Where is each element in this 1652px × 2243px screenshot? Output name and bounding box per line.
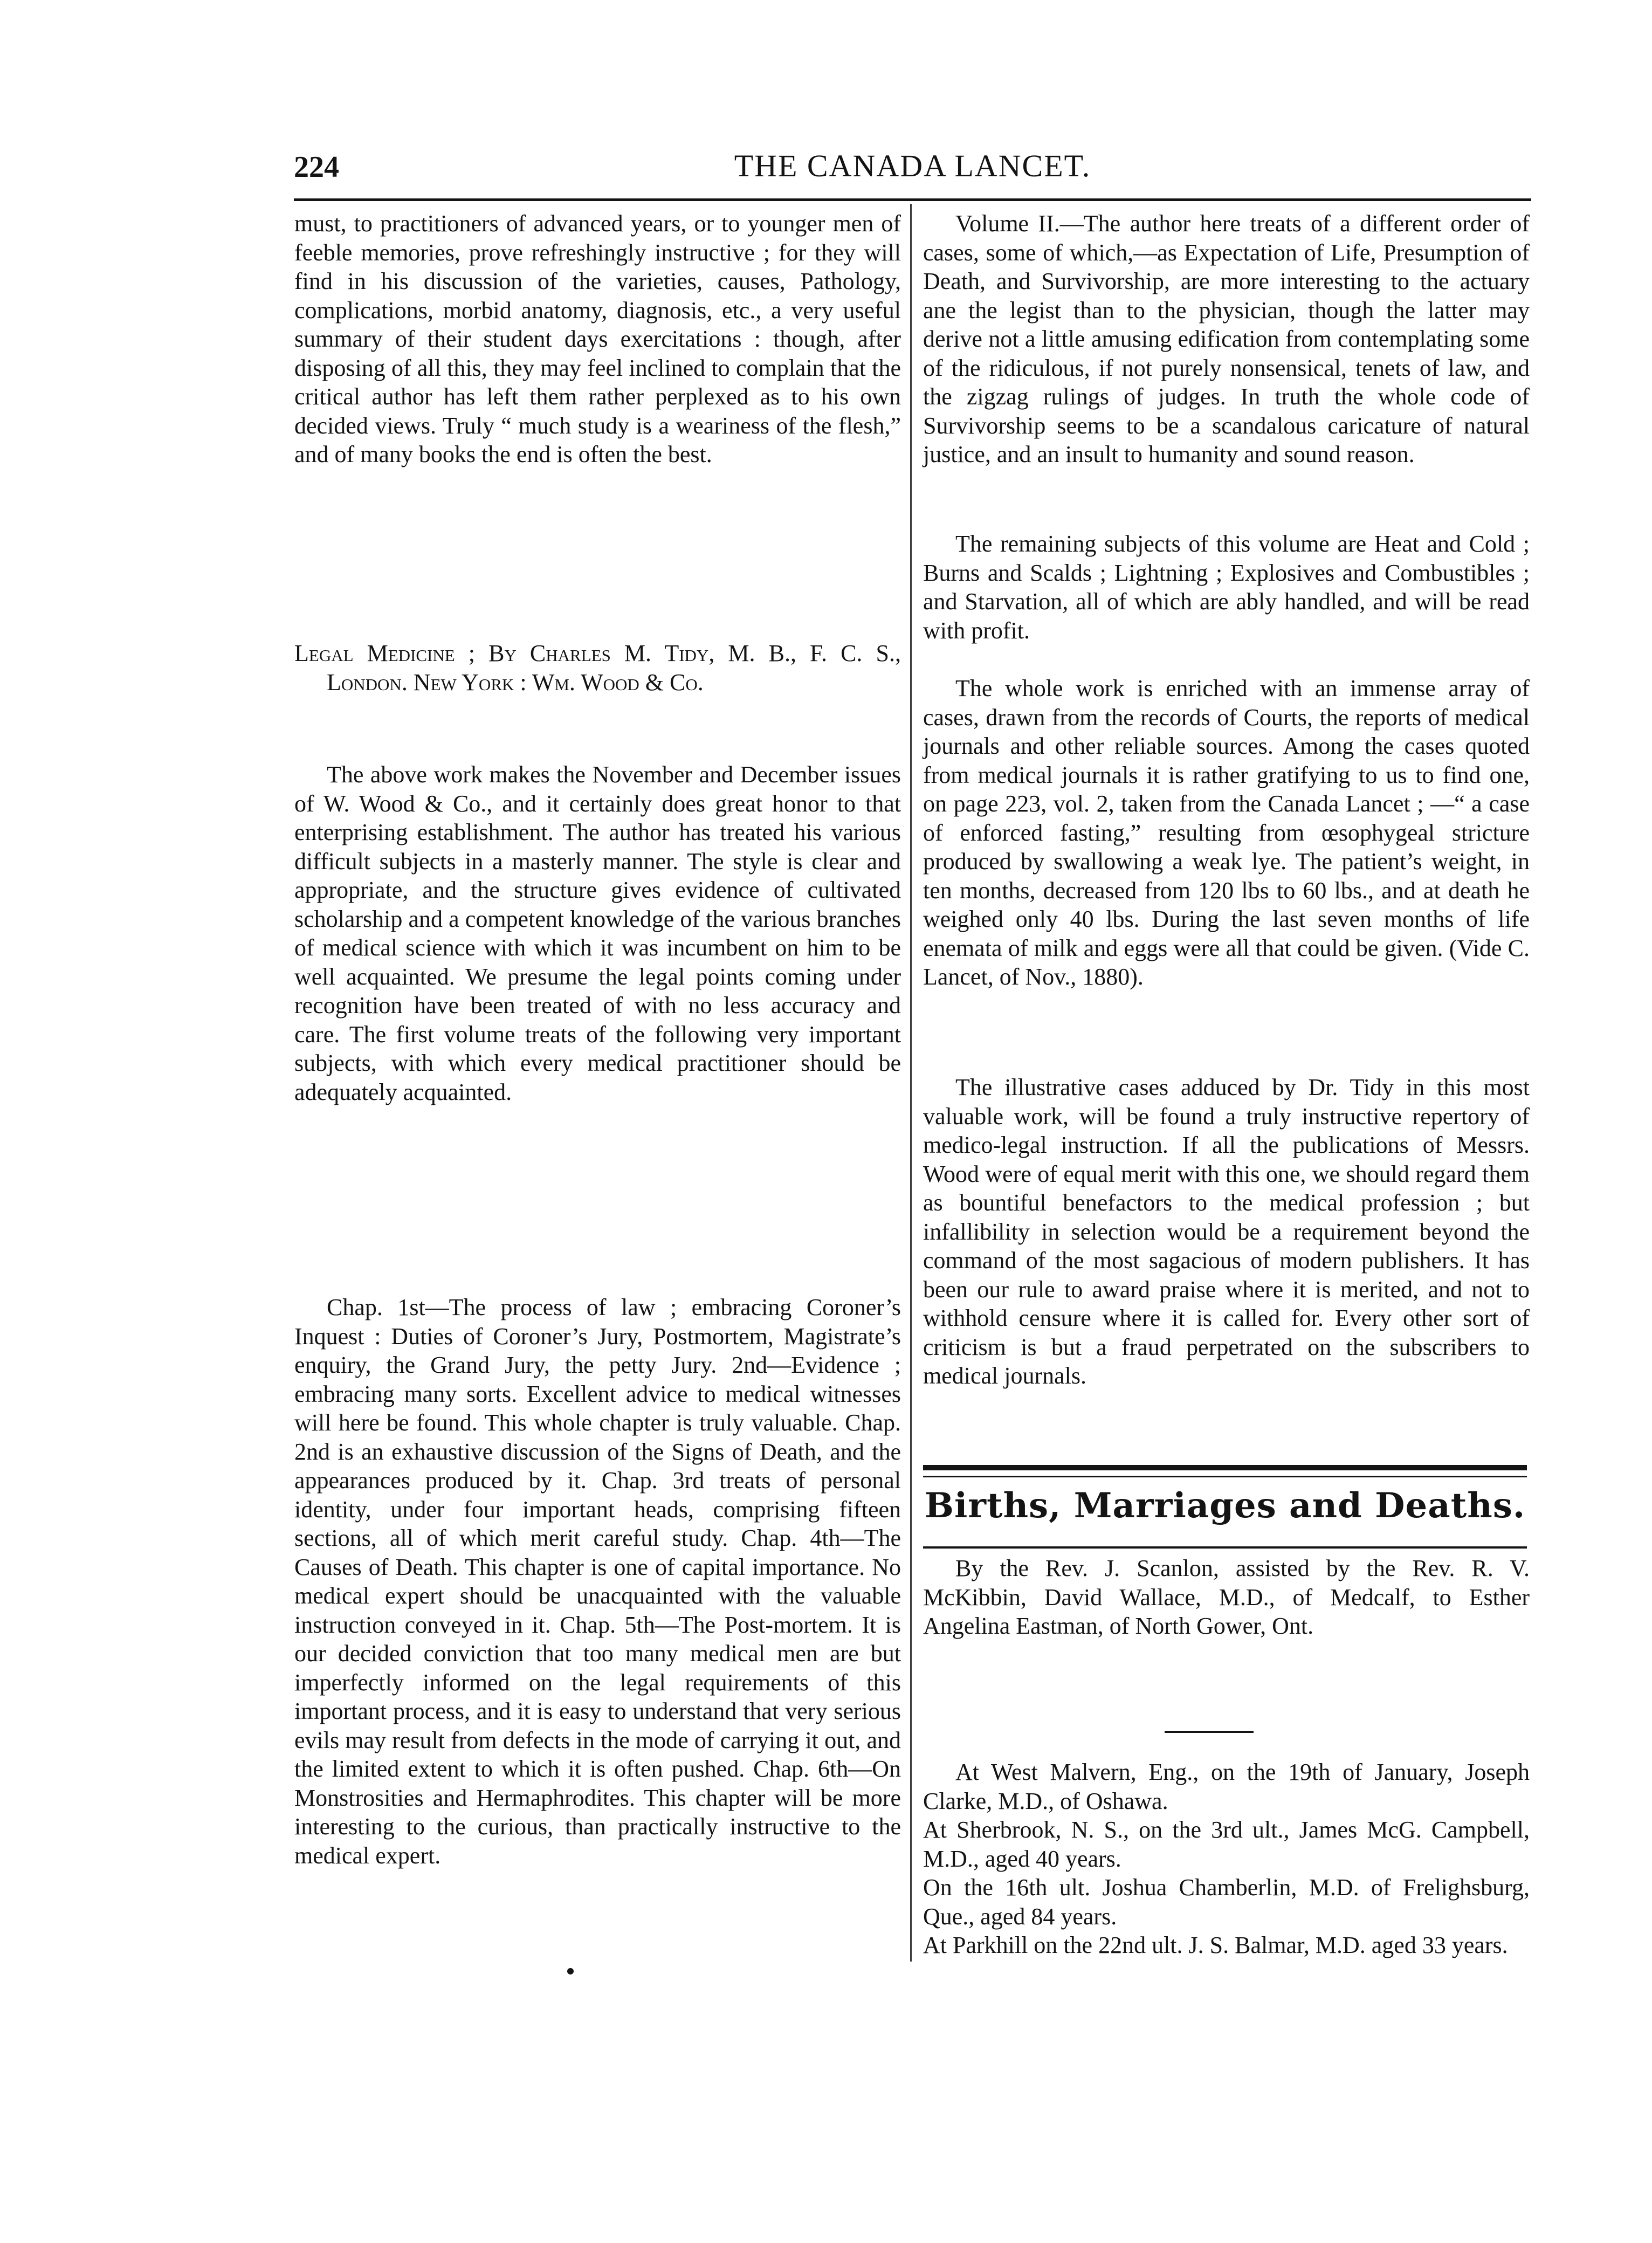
column-divider [910,204,912,1962]
conclusion-text: The illustrative cases adduced by Dr. Tidy in this most valuable work, will be found a truly instructive repertory of medico-legal instruction. If all the publications of Messrs. Wood were of equal merit with this one, we should regard them as bountiful benefactors to the medical profession ; but infallibility in selection would be a requirement beyond the command of the most sagacious of modern publishers. It has been our rule to award praise where it is merited, and not to withhold censure where it is called for. Every other sort of criticism is but a fraud perpetrated on the subscribers to medical journals. [923,1074,1530,1389]
section-rule-thick [923,1465,1527,1470]
left-paragraph-1 [294,209,901,469]
running-title: THE CANADA LANCET. [734,148,1091,183]
section-title-underline [923,1546,1527,1549]
left-paragraph-3 [294,1293,901,1870]
page-header [294,146,1531,187]
death-notice: At Parkhill on the 22nd ult. J. S. Balmar, M.D. aged 33 years. [923,1932,1508,1958]
notices-section-title: Births, Marriages and Deaths. [924,1485,1526,1526]
chapters-summary-text: Chap. 1st—The process of law ; embracing Coroner’s Inquest : Duties of Coroner’s Jury, Postmortem, Magistrate’s enquiry, the Grand Jury, the petty Jury. 2nd—Evidence ; embracing many sorts. Excellent advice to medical witnesses will here be found. This whole chapter is truly valuable. Chap. 2nd is an exhaustive discussion of the Signs of Death, and the appearances produced by it. Chap. 3rd treats of personal identity, under four important heads, comprising fifteen sections, all of which merit careful study. Chap. 4th—The Causes of Death. This chapter is one of capital importance. No medical expert should be unacquainted with the valuable instruction conveyed in it. Chap. 5th—The Post-mortem. It is our decided conviction that too many medical men are but imperfectly informed on the legal requirements of this important process, and it is easy to understand that very serious evils may result from defects in the mode of carrying it out, and the limited extent to which it is often pushed. Chap. 6th—On Monstrosities and Hermaphrodites. This chapter will be more interesting to the curious, than practically instructive to the medical expert. [294,1294,901,1869]
volume-two-text: Volume II.—The author here treats of a different order of cases, some of which,—as Expectation of Life, Presumption of Death, and Survivorship, are more interesting to the actuary ane the legist than to the physician, though the latter may derive not a little amusing edification from contemplating some of the ridiculous, if not purely nonsensical, tenets of law, and the zigzag rulings of judges. In truth the whole code of Survivorship seems to be a scandalous caricature of natural justice, and an insult to humanity and sound reason. [923,210,1530,467]
review-body-text: The above work makes the November and December issues of W. Wood & Co., and it certainly does great honor to that enterprising establishment. The author has treated his various difficult subjects in a masterly manner. The style is clear and appropriate, and the structure gives evidence of cultivated scholarship and a competent knowledge of the various branches of medical science with which it was incumbent on him to be well acquainted. We presume the legal points coming under recognition have been treated of with no less accuracy and care. The first volume treats of the following very important subjects, with which every medical practitioner should be adequately acquainted. [294,761,901,1105]
death-notice: At Sherbrook, N. S., on the 3rd ult., James McG. Campbell, M.D., aged 40 years. [923,1817,1530,1872]
notices-separator [1165,1731,1254,1733]
remaining-subjects-text: The remaining subjects of this volume are Heat and Cold ; Burns and Scalds ; Lightning ; Explosives and Combustibles ; and Starvation, all of which are ably handled, and will be read with profit. [923,531,1530,644]
right-paragraph-2 [923,529,1530,645]
print-speck [567,1968,574,1974]
right-paragraph-1 [923,209,1530,469]
death-notice: At West Malvern, Eng., on the 19th of January, Joseph Clarke, M.D., of Oshawa. [923,1759,1530,1814]
page-number: 224 [294,150,339,184]
right-paragraph-3 [923,674,1530,992]
header-rule [294,198,1531,201]
right-paragraph-4 [923,1073,1530,1391]
left-paragraph-2 [294,760,901,1106]
section-rule-thin [923,1476,1527,1477]
review-heading: Legal Medicine ; By Charles M. Tidy, M. B., F. C. S., London. New York : Wm. Wood & Co. [294,640,901,696]
review-continuation-text: must, to practitioners of advanced years, or to younger men of feeble memories, prove refreshingly instructive ; for they will find in his discussion of the varieties, causes, Pathology, complications, morbid anatomy, diagnosis, etc., a very useful summary of their student days exercitations : though, after disposing of all this, they may feel inclined to complain that the critical author has left them rather perplexed as to his own decided views. Truly “ much study is a weariness of the flesh,” and of many books the end is often the best. [294,210,901,467]
cases-text: The whole work is enriched with an immense array of cases, drawn from the records of Courts, the reports of medical journals and other reliable sources. Among the cases quoted from medical journals it is rather gratifying to us to find one, on page 223, vol. 2, taken from the Canada Lancet ; —“ a case of enforced fasting,” resulting from œsophygeal stricture produced by swallowing a weak lye. The patient’s weight, in ten months, decreased from 120 lbs to 60 lbs., and at death he weighed only 40 lbs. During the last seven months of life enemata of milk and eggs were all that could be given. (Vide C. Lancet, of Nov., 1880). [923,675,1530,990]
death-notice: On the 16th ult. Joshua Chamberlin, M.D. of Frelighsburg, Que., aged 84 years. [923,1874,1530,1930]
marriage-notice: By the Rev. J. Scanlon, assisted by the Rev. R. V. McKibbin, David Wallace, M.D., of Medcalf, to Esther Angelina Eastman, of North Gower, Ont. [923,1555,1530,1639]
death-notices [923,1758,1530,1960]
marriage-notice-block [923,1554,1530,1641]
review-heading-block [294,639,901,697]
